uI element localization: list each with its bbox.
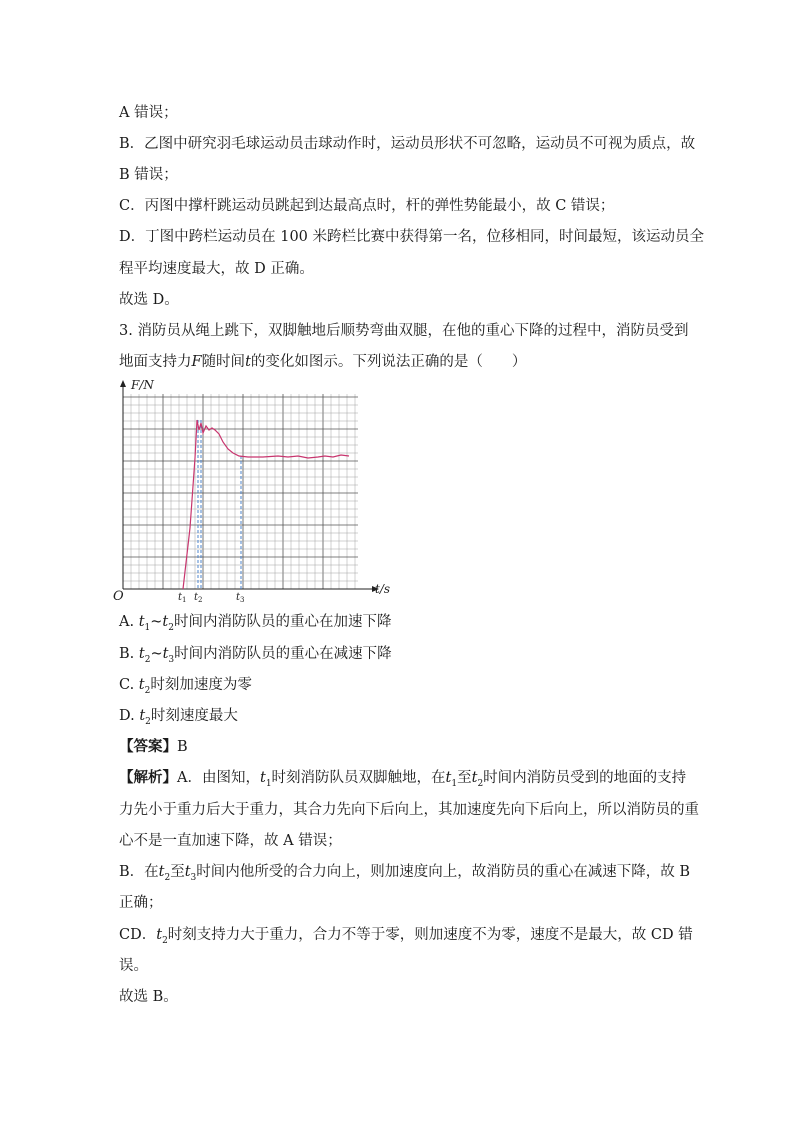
time-symbol: $t_2$	[156, 927, 168, 946]
t1-label: $t_1$	[178, 592, 187, 604]
analysis-line: 心不是一直加速下降，故 A 错误；	[119, 833, 342, 849]
time-symbol: $t_2$	[471, 770, 484, 789]
time-symbol: $t_2$	[158, 864, 171, 883]
solution-line: 程平均速度最大，故 D 正确。	[119, 261, 314, 277]
analysis-line	[119, 926, 693, 950]
analysis-line	[119, 863, 690, 887]
t2-label: $t_2$	[194, 592, 203, 604]
y-axis-label: F/N	[131, 378, 154, 392]
option-prefix: A.	[119, 614, 135, 630]
analysis-text: 时间内消防员受到的地面的支持	[483, 770, 687, 786]
option-text: 时刻加速度为零	[150, 677, 252, 693]
solution-line: 故选 D。	[119, 292, 179, 308]
graph-grid	[123, 394, 358, 589]
analysis-text: 至	[457, 770, 472, 786]
option-d	[119, 707, 238, 731]
answer-value: B	[177, 739, 188, 755]
option-text: 时间内消防队员的重心在减速下降	[174, 646, 392, 662]
time-symbol: $t_2$	[162, 614, 174, 633]
question-number: 3.	[119, 323, 133, 339]
option-a	[119, 613, 391, 637]
y-axis-arrow	[120, 380, 126, 387]
solution-line: C．丙图中撑杆跳运动员跳起到达最高点时，杆的弹性势能最小，故 C 错误；	[119, 198, 615, 214]
answer-line	[119, 738, 188, 756]
time-symbol: $t_2$	[138, 677, 151, 696]
option-b	[119, 645, 392, 669]
analysis-line: 力先小于重力后大于重力，其合力先向下后向上，其加速度先向下后向上，所以消防员的重	[119, 802, 699, 818]
analysis-text: A．由图知，	[177, 770, 260, 786]
analysis-text: 至	[170, 864, 185, 880]
analysis-text: 时刻消防队员双脚触地，在	[271, 770, 446, 786]
question-stem-line1	[119, 322, 688, 340]
analysis-text: 时刻支持力大于重力，合力不等于零，则加速度不为零，速度不是最大，故 CD 错	[167, 927, 693, 943]
option-sep: ~	[150, 646, 163, 662]
option-text: 时间内消防队员的重心在加速下降	[173, 614, 392, 630]
solution-line: A 错误；	[119, 105, 178, 121]
analysis-text: CD．	[119, 927, 157, 943]
force-curve	[183, 420, 349, 589]
time-symbol: $t_1$	[445, 770, 458, 789]
analysis-line: 故选 B。	[119, 989, 178, 1005]
question-stem-line2	[119, 353, 526, 371]
question-text: 随时间	[201, 354, 246, 370]
question-text: 消防员从绳上跳下，双脚触地后顺势弯曲双腿，在他的重心下降的过程中，消防员受到	[137, 323, 689, 339]
x-axis-label: t/s	[375, 582, 391, 596]
option-text: 时刻速度最大	[150, 708, 238, 724]
question-text: 地面支持力	[119, 354, 192, 370]
solution-line: B 错误；	[119, 167, 178, 183]
option-prefix: C.	[119, 677, 135, 693]
time-symbol: $t_3$	[184, 864, 197, 883]
time-symbol: $t_3$	[162, 646, 175, 665]
t3-label: $t_3$	[236, 592, 245, 604]
option-prefix: B.	[119, 646, 135, 662]
question-text: 的变化如图示。下列说法正确的是（ ）	[250, 354, 527, 370]
analysis-line: 正确；	[119, 895, 163, 911]
solution-line: D．丁图中跨栏运动员在 100 米跨栏比赛中获得第一名，位移相同，时间最短，该运动员全	[119, 229, 705, 245]
analysis-line	[119, 769, 686, 793]
time-symbol: $t_2$	[139, 708, 151, 727]
analysis-text: B．在	[119, 864, 159, 880]
force-symbol: F	[191, 354, 202, 370]
analysis-label: 【解析】	[119, 769, 177, 786]
analysis-line: 误。	[119, 958, 148, 974]
time-symbol: $t_2$	[138, 646, 151, 665]
time-symbol: t	[245, 354, 251, 370]
option-c	[119, 676, 252, 700]
force-time-graph	[113, 378, 403, 604]
option-prefix: D.	[119, 708, 135, 724]
time-symbol: $t_1$	[259, 770, 272, 789]
origin-label: O	[113, 589, 124, 604]
option-sep: ~	[150, 614, 163, 630]
analysis-text: 时间内他所受的合力向上，则加速度向上，故消防员的重心在减速下降，故 B	[196, 864, 691, 880]
time-symbol: $t_1$	[138, 614, 151, 633]
answer-label: 【答案】	[119, 738, 177, 755]
solution-line: B．乙图中研究羽毛球运动员击球动作时，运动员形状不可忽略，运动员不可视为质点，故	[119, 136, 696, 152]
